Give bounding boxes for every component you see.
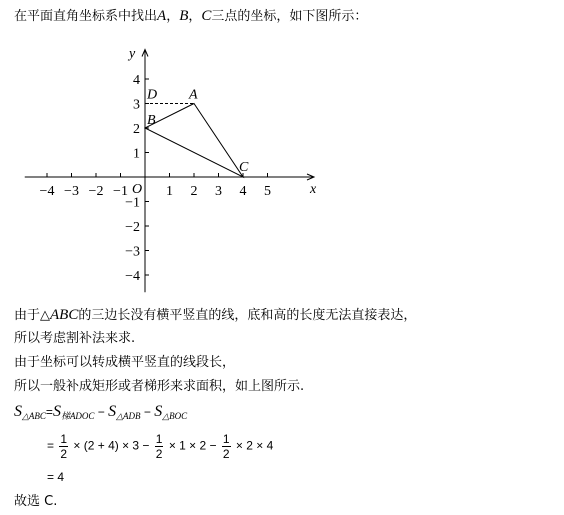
x-axis-label: x (310, 182, 317, 197)
point-label-a: A (189, 87, 198, 103)
explanation-line-1 (14, 307, 416, 324)
triangle-abc (145, 104, 243, 178)
y-tick-label: −2 (125, 220, 140, 235)
explanation-line-2: 所以考虑割补法来求. (14, 331, 136, 346)
area-sub-trap: 梯ADOC (60, 411, 95, 421)
y-axis-label: y (129, 46, 136, 62)
x-tick-label: 4 (239, 184, 247, 199)
x-tick-label: 2 (190, 184, 198, 199)
frac-num: 1 (60, 432, 68, 446)
point-label-d: D (147, 87, 158, 103)
frac-den: 2 (155, 447, 163, 461)
intro-sep-2: ， (188, 9, 202, 24)
area-expansion (47, 432, 273, 461)
y-tick-label: −1 (125, 195, 140, 211)
line1-prefix: 由于 (14, 308, 41, 323)
explanation-line-3: 由于坐标可以转成横平竖直的线段长， (14, 355, 236, 370)
expansion-term-1: × (2 + 4) × 3 − (73, 438, 150, 453)
intro-point-c: C (201, 8, 212, 24)
area-symbol-boc: S (154, 403, 163, 420)
fraction-half-3 (222, 432, 231, 461)
y-tick-label: 2 (133, 122, 140, 137)
formula-eq: = (45, 405, 53, 419)
x-tick-label: −1 (113, 184, 128, 199)
area-symbol-trap: S (52, 403, 61, 420)
area-sub-boc: △BOC (162, 411, 188, 421)
explanation-line-4: 所以一般补成矩形或者梯形来求面积，如上图所示. (14, 379, 305, 394)
intro-sep-1: ， (166, 9, 180, 24)
x-tick-label: −3 (64, 184, 79, 199)
formula-minus-1: − (97, 405, 105, 419)
intro-prefix: 在平面直角坐标系中找出 (14, 9, 158, 24)
y-tick-label: 3 (133, 97, 140, 113)
x-tick-label: −4 (39, 184, 55, 199)
fraction-half-2 (155, 432, 164, 461)
answer-line: 故选 C. (14, 494, 58, 509)
point-label-b: B (147, 113, 156, 128)
area-formula (14, 403, 187, 421)
frac-num: 1 (155, 432, 163, 446)
area-symbol-adb: S (108, 403, 117, 420)
triangle-name: ABC (50, 307, 79, 323)
area-sub-abc: △ABC (22, 411, 46, 421)
intro-suffix: 三点的坐标，如下图所示： (211, 9, 368, 24)
x-tick-label: 3 (215, 184, 222, 199)
origin-label: O (132, 182, 143, 197)
frac-num: 1 (222, 432, 230, 446)
y-tick-label: 4 (133, 73, 140, 88)
triangle-symbol: △ (40, 308, 51, 323)
point-label-c: C (239, 160, 249, 175)
area-symbol: S (14, 403, 22, 420)
y-tick-label: −4 (125, 269, 140, 284)
y-tick-label: −3 (125, 244, 140, 260)
x-tick-label: −2 (88, 184, 104, 199)
frac-den: 2 (60, 447, 68, 461)
line1-suffix: 的三边长没有横平竖直的线，底和高的长度无法直接表达， (78, 308, 417, 323)
fraction-half-1 (59, 432, 68, 461)
area-result: = 4 (47, 470, 65, 484)
area-sub-adb: △ADB (116, 411, 141, 421)
expansion-term-2: × 1 × 2 − (168, 438, 217, 453)
intro-point-b: B (179, 8, 189, 24)
expansion-term-3: × 2 × 4 (235, 438, 274, 453)
frac-den: 2 (222, 447, 230, 461)
formula-minus-2: − (143, 405, 151, 419)
intro-point-a: A (157, 8, 167, 24)
y-tick-label: 1 (133, 146, 140, 162)
x-tick-label: 5 (264, 184, 271, 199)
expansion-eq: = (47, 438, 55, 453)
x-tick-label: 1 (166, 184, 173, 199)
